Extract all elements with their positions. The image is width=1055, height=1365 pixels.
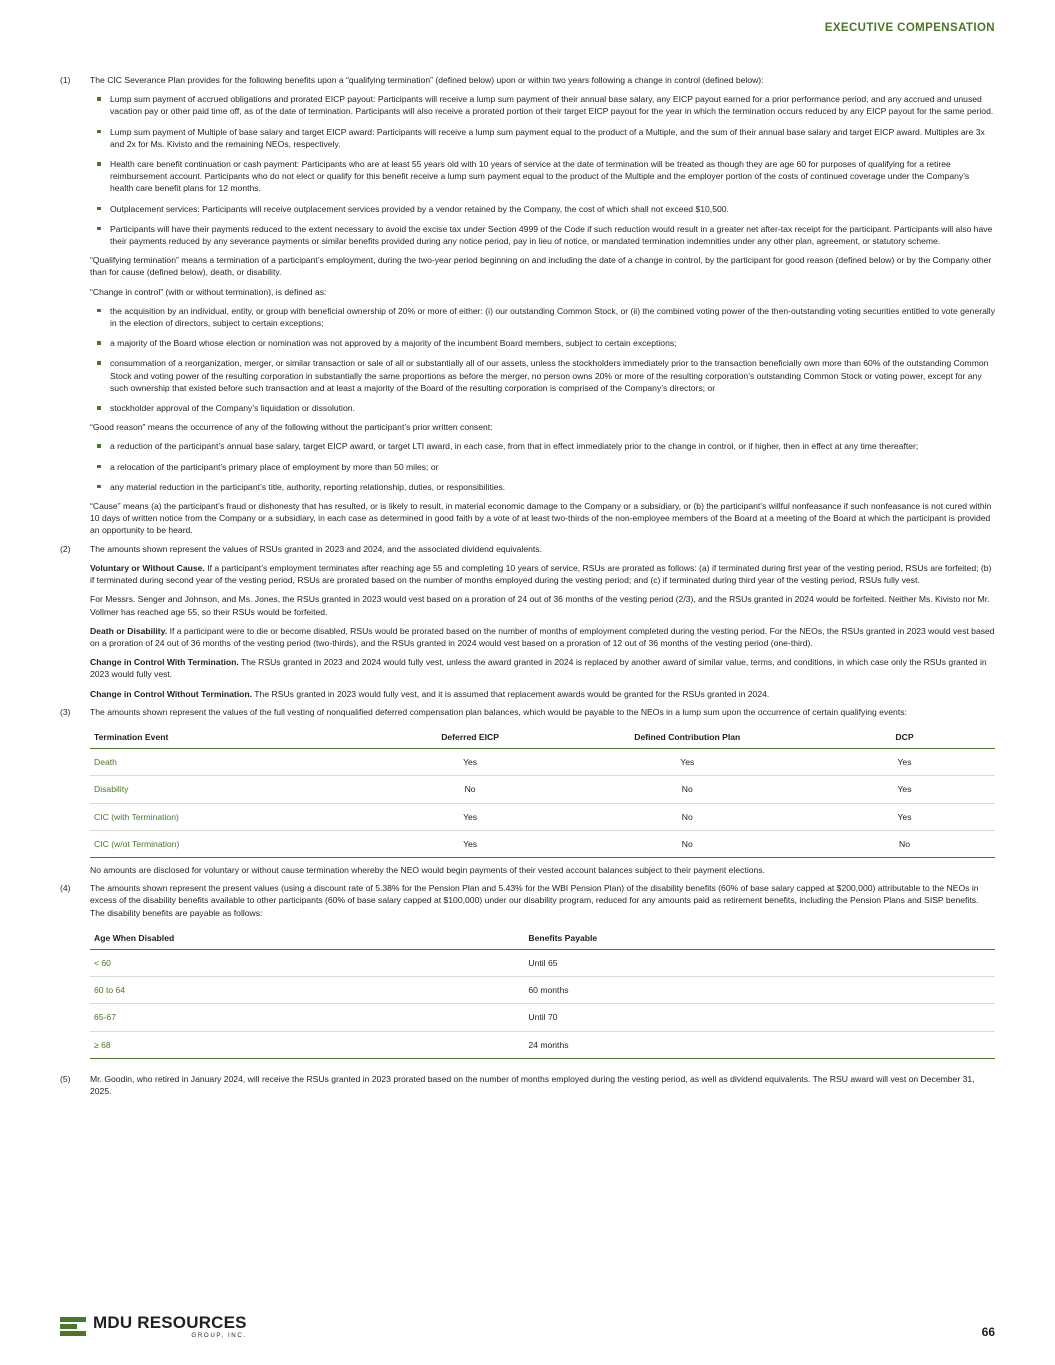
- table-header-row: [90, 929, 995, 950]
- cell-defined-contribution-plan: No: [561, 776, 814, 803]
- cell-deferred-eicp: No: [380, 776, 561, 803]
- paragraph-text: If a participant were to die or become disabled, RSUs would be prorated based on the number of months of employment completed during the vesting period. For the NEOs, the RSUs granted in 2023 would vest based on a proration of 24 out of 36 months of the vesting period (two-thirds), and the RSUs granted in 2024 would vest based on a proration of 12 out of 36 months of the vesting period (one-third).: [90, 625, 995, 648]
- logo-bars-icon: [60, 1317, 86, 1336]
- footnote-number: (5): [60, 1073, 71, 1084]
- list-item: a majority of the Board whose election or nomination was not approved by a majority of the incumbent Board members, subject to certain exceptions;: [90, 337, 995, 349]
- good-reason-list: [90, 440, 995, 493]
- cell-benefits-payable: Until 70: [524, 1004, 995, 1031]
- list-item: any material reduction in the participant’s title, authority, reporting relationship, duties, or responsibilities.: [90, 481, 995, 493]
- footnote-1-intro: The CIC Severance Plan provides for the following benefits upon a “qualifying termination” (defined below) upon or within two years following a change in control (defined below):: [90, 75, 764, 85]
- cell-benefits-payable: 60 months: [524, 977, 995, 1004]
- cell-dcp: No: [814, 830, 995, 857]
- paragraph-text: If a participant’s employment terminates after reaching age 55 and completing 10 years of service, RSUs are prorated as follows: (a) if terminated during first year of the vesting period, RSUs are forfeited; (b) if terminated during second year of the vesting period, RSUs are prorated based on the number of months employed during the vesting period; and (c) if terminated during third year of the vesting period, RSUs fully vest.: [90, 562, 992, 586]
- table-row: [90, 977, 995, 1004]
- table-row: [90, 949, 995, 976]
- list-item: stockholder approval of the Company’s liquidation or dissolution.: [90, 402, 995, 414]
- footnote-number: (1): [60, 75, 71, 85]
- paragraph-text: The RSUs granted in 2023 would fully vest, and it is assumed that replacement awards would be granted for the RSUs granted in 2024.: [252, 688, 770, 699]
- cell-defined-contribution-plan: No: [561, 830, 814, 857]
- table-row: [90, 830, 995, 857]
- footnote-1: [60, 74, 995, 537]
- table-row: [90, 803, 995, 830]
- footnote-number: (4): [60, 883, 71, 894]
- cell-dcp: Yes: [814, 803, 995, 830]
- page-number: 66: [981, 1325, 995, 1339]
- cell-termination-event: Disability: [90, 776, 380, 803]
- page-content: [60, 74, 995, 1097]
- table-header-row: [90, 728, 995, 749]
- cic-with-termination: [90, 656, 995, 680]
- voluntary-or-without-cause: [90, 562, 995, 586]
- footnote-4-intro: The amounts shown represent the present values (using a discount rate of 5.38% for the Pension Plan and 5.43% for the WBI Pension Plan) of the disability benefits (60% of base salary capped at $200,000) attributable to the NEOs in excess of the disability benefits available to other participants (60% of base salary capped at $100,000) under our disability program, reduced for any amounts paid as retirement benefits, including the Pension Plans and SISP benefits. The disability benefits are payable as follows:: [90, 883, 979, 918]
- footnote-body: [90, 74, 995, 537]
- page-header: EXECUTIVE COMPENSATION: [824, 22, 995, 34]
- cell-age-when-disabled: ≥ 68: [90, 1031, 524, 1058]
- footnote-2-intro: The amounts shown represent the values of RSUs granted in 2023 and 2024, and the associated dividend equivalents.: [90, 543, 542, 554]
- cell-benefits-payable: Until 65: [524, 949, 995, 976]
- cell-termination-event: CIC (with Termination): [90, 803, 380, 830]
- footnote-number: (3): [60, 706, 71, 717]
- footnote-5-intro: Mr. Goodin, who retired in January 2024, will receive the RSUs granted in 2023 prorated based on the number of months employed during the vesting period, as well as dividend equivalents. The RSU award will vest on December 31, 2025.: [90, 1073, 975, 1096]
- logo-title: MDU RESOURCES: [93, 1312, 247, 1332]
- list-item: the acquisition by an individual, entity, or group with beneficial ownership of 20% or more of either: (i) our outstanding Common Stock, or (ii) the combined voting power of the then-outstanding voting securities entitled to vote generally in the election of directors, subject to certain exceptions;: [90, 305, 995, 329]
- qualifying-termination-definition: “Qualifying termination” means a termination of a participant’s employment, during the two-year period beginning on and including the date of a change in control, by the participant for good reason (defined below) or by the Company other than for cause (defined below), death, or disability.: [90, 255, 992, 278]
- cause-definition: “Cause” means (a) the participant’s fraud or dishonesty that has resulted, or is likely to result, in material economic damage to the Company or a subsidiary, or (b) the participant’s willful nonfeasance if such nonfeasance is not cured within 10 days of written notice from the Company or a subsidiary, in each case as determined in good faith by a vote of at least two-thirds of the non-employee members of the Board at a meeting of the Board at which the participant is provided an opportunity to be heard.: [90, 501, 992, 536]
- table-row: [90, 749, 995, 776]
- footnote-body: [90, 882, 995, 1065]
- company-logo: [60, 1314, 247, 1339]
- logo-subtitle: GROUP, INC.: [191, 1331, 247, 1339]
- list-item: Health care benefit continuation or cash payment: Participants who are at least 55 years old with 10 years of service at the date of termination will be treated as though they are age 60 for purposes of qualifying for a retiree reimbursement account. Participants who do not elect or qualify for this benefit receive a lump sum payment equal to the product of the Multiple and the employer portion of the costs of continued coverage under the Company’s health care benefit plans for 12 months.: [90, 158, 995, 195]
- footnote-4: [60, 882, 995, 1065]
- cell-deferred-eicp: Yes: [380, 803, 561, 830]
- page-footer: [60, 1314, 995, 1339]
- column-header-deferred-eicp: Deferred EICP: [380, 728, 561, 749]
- cell-defined-contribution-plan: Yes: [561, 749, 814, 776]
- list-item: Participants will have their payments reduced to the extent necessary to avoid the excise tax under Section 4999 of the Code if such reduction would result in a greater net after-tax receipt for the participant. Participants will also have their payments reduced by any severance payments or similar benefits provided during any notice period, pay in lieu of notice, or mandated termination indemnities under any other plan, agreement, or statutory scheme.: [90, 223, 995, 247]
- cell-defined-contribution-plan: No: [561, 803, 814, 830]
- footnote-body: [90, 543, 995, 700]
- list-item: a relocation of the participant’s primary place of employment by more than 50 miles; or: [90, 461, 995, 473]
- cell-termination-event: CIC (w/ot Termination): [90, 830, 380, 857]
- paragraph-text: The RSUs granted in 2023 and 2024 would fully vest, unless the award granted in 2024 is replaced by another award of similar value, terms, and conditions, in which case only the RSUs granted in 2023 would fully vest.: [90, 657, 987, 680]
- footnote-3-after-table: No amounts are disclosed for voluntary or without cause termination whereby the NEO would begin payments of their vested account balances subject to their payment elections.: [90, 864, 765, 875]
- footnote-3: [60, 706, 995, 876]
- list-item: Outplacement services: Participants will receive outplacement services provided by a vendor retained by the Company, the cost of which shall not exceed $10,500.: [90, 203, 995, 215]
- cic-benefits-list: [90, 93, 995, 247]
- table-row: [90, 776, 995, 803]
- footnote-body: [90, 706, 995, 876]
- cell-dcp: Yes: [814, 776, 995, 803]
- column-header-dcp: DCP: [814, 728, 995, 749]
- list-item: consummation of a reorganization, merger, or similar transaction or sale of all or substantially all of our assets, unless the stockholders immediately prior to the transaction beneficially own more than 60% of the outstanding Common Stock and voting power of the resulting corporation in substantially the same proportions as before the merger, no person owns 20% or more of the resulting corporation’s outstanding Common Stock or voting power, except for any such ownership that existed before such transaction and at least a majority of the Board of the resulting corporation is comprised of the Company’s directors; or: [90, 357, 995, 394]
- column-header-age-when-disabled: Age When Disabled: [90, 929, 524, 950]
- cell-deferred-eicp: Yes: [380, 749, 561, 776]
- column-header-termination-event: Termination Event: [90, 728, 380, 749]
- cell-benefits-payable: 24 months: [524, 1031, 995, 1058]
- logo-text: [93, 1314, 247, 1339]
- table-row: [90, 1004, 995, 1031]
- footnote-2: [60, 543, 995, 700]
- paragraph-lead: Death or Disability.: [90, 625, 168, 636]
- list-item: Lump sum payment of Multiple of base salary and target EICP award: Participants will receive a lump sum payment equal to the product of a Multiple, and the sum of their annual base salary and target EICP award. Multiples are 3x and 2x for Ms. Kivisto and the remaining NEOs, respectively.: [90, 126, 995, 150]
- cic-without-termination: [90, 688, 995, 700]
- column-header-benefits-payable: Benefits Payable: [524, 929, 995, 950]
- good-reason-definition: “Good reason” means the occurrence of any of the following without the participant’s prior written consent:: [90, 422, 493, 433]
- change-in-control-list: [90, 305, 995, 414]
- column-header-defined-contribution-plan: Defined Contribution Plan: [561, 728, 814, 749]
- cell-termination-event: Death: [90, 749, 380, 776]
- disability-benefits-table: [90, 929, 995, 1059]
- cell-age-when-disabled: 65-67: [90, 1004, 524, 1031]
- footnote-5: [60, 1073, 995, 1097]
- paragraph-text: For Messrs. Senger and Johnson, and Ms. Jones, the RSUs granted in 2023 would vest based on a proration of 24 out of 36 months of the vesting period (2/3), and the RSUs granted in 2024 would be forfeited. Neither Ms. Kivisto nor Mr. Vollmer has reached age 55, so their RSUs would be forfeited.: [90, 594, 990, 617]
- list-item: a reduction of the participant’s annual base salary, target EICP award, or target LTI award, in each case, from that in effect immediately prior to the change in control, or if higher, then in effect at any time thereafter;: [90, 440, 995, 452]
- list-item: Lump sum payment of accrued obligations and prorated EICP payout: Participants will receive a lump sum payment of their annual base salary, any EICP payout earned for a prior performance period, and any accrued and unused vacation pay or other paid time off, as of the date of termination. Participants will also receive a prorated portion of their target EICP payout for the year in which the termination occurs reduced by any EICP payout for the same period.: [90, 93, 995, 117]
- paragraph-lead: Voluntary or Without Cause.: [90, 562, 205, 573]
- neo-proration-detail: [90, 593, 995, 617]
- death-or-disability: [90, 625, 995, 649]
- footnote-number: (2): [60, 543, 71, 554]
- footnote-3-intro: The amounts shown represent the values of the full vesting of nonqualified deferred compensation plan balances, which would be payable to the NEOs in a lump sum upon the occurrence of certain qualifying events:: [90, 706, 907, 717]
- paragraph-lead: Change in Control Without Termination.: [90, 688, 253, 699]
- table-row: [90, 1031, 995, 1058]
- termination-event-table: [90, 728, 995, 858]
- cell-deferred-eicp: Yes: [380, 830, 561, 857]
- footnote-body: [90, 1073, 995, 1097]
- change-in-control-definition: “Change in control” (with or without termination), is defined as:: [90, 286, 327, 297]
- cell-age-when-disabled: < 60: [90, 949, 524, 976]
- paragraph-lead: Change in Control With Termination.: [90, 657, 239, 668]
- cell-age-when-disabled: 60 to 64: [90, 977, 524, 1004]
- cell-dcp: Yes: [814, 749, 995, 776]
